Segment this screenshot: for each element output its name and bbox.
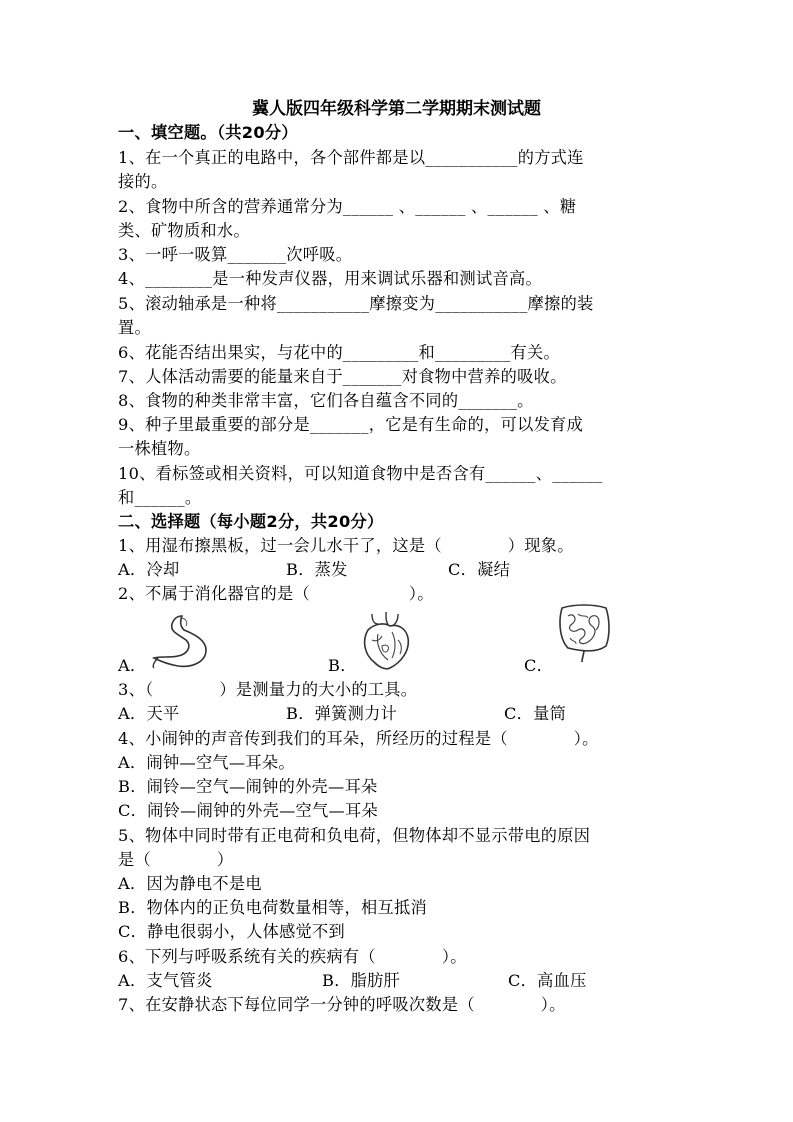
- option-a: A．因为静电不是电: [118, 874, 262, 893]
- fill-line: 2、食物中所含的营养通常分为______ 、______ 、______ 、糖: [118, 197, 577, 216]
- question-stem: 7、在安静状态下每位同学一分钟的呼吸次数是（ ）。: [118, 995, 566, 1014]
- option-a: A．闹钟—空气—耳朵。: [118, 753, 295, 772]
- heart-icon: [358, 610, 414, 672]
- question-stem: 3、（ ）是测量力的大小的工具。: [118, 680, 418, 699]
- option-c: C．量筒: [504, 704, 567, 723]
- section2-heading: 二、选择题（每小题2分，共20分）: [118, 512, 384, 531]
- fill-line: 8、食物的种类非常丰富，它们各自蕴含不同的_______。: [118, 391, 534, 410]
- fill-line: 1、在一个真正的电路中，各个部件都是以___________的方式连: [118, 148, 584, 167]
- option-b: B．弹簧测力计: [286, 704, 398, 723]
- option-b: B．: [328, 656, 357, 675]
- question-stem: 2、不属于消化器官的是（ ）。: [118, 584, 434, 603]
- question-stem-cont: 是（ ）: [118, 850, 234, 869]
- fill-line: 接的。: [118, 172, 168, 191]
- option-a: A．冷却: [118, 560, 180, 579]
- option-c: C．静电很弱小，人体感觉不到: [118, 922, 346, 941]
- fill-line: 和______。: [118, 488, 202, 507]
- page-title: 冀人版四年级科学第二学期期末测试题: [252, 99, 541, 119]
- option-b: B．闹铃—空气—闹钟的外壳—耳朵: [118, 777, 378, 796]
- stomach-icon: [150, 612, 214, 670]
- fill-line: 6、花能否结出果实，与花中的_________和_________有关。: [118, 343, 560, 362]
- fill-line: 5、滚动轴承是一种将___________摩擦变为___________摩擦的装: [118, 294, 594, 313]
- option-c: C．高血压: [508, 971, 587, 990]
- option-b: B．物体内的正负电荷数量相等，相互抵消: [118, 898, 427, 917]
- question-stem: 6、下列与呼吸系统有关的疾病有（ ）。: [118, 947, 467, 966]
- option-b: B．脂肪肝: [322, 971, 401, 990]
- question-stem: 1、用湿布擦黑板，过一会儿水干了，这是（ ）现象。: [118, 536, 574, 555]
- fill-line: 4、________是一种发声仪器，用来调试乐器和测试音高。: [118, 269, 542, 288]
- option-c: C．闹铃—闹钟的外壳—空气—耳朵: [118, 801, 378, 820]
- question-stem: 4、小闹钟的声音传到我们的耳朵，所经历的过程是（ ）。: [118, 729, 599, 748]
- fill-line: 10、看标签或相关资料，可以知道食物中是否含有______、______: [118, 464, 603, 483]
- option-a: A．: [118, 656, 147, 675]
- question-stem: 5、物体中同时带有正电荷和负电荷，但物体却不显示带电的原因: [118, 826, 591, 845]
- fill-line: 7、人体活动需要的能量来自于_______对食物中营养的吸收。: [118, 367, 567, 386]
- fill-line: 一株植物。: [118, 439, 201, 458]
- option-c: C．凝结: [448, 560, 511, 579]
- fill-line: 类、矿物质和水。: [118, 221, 250, 240]
- fill-line: 9、种子里最重要的部分是_______，它是有生命的，可以发育成: [118, 415, 584, 434]
- intestine-icon: [554, 600, 612, 664]
- option-a: A．支气管炎: [118, 971, 213, 990]
- fill-line: 3、一呼一吸算_______次呼吸。: [118, 245, 353, 264]
- fill-line: 置。: [118, 318, 151, 337]
- option-a: A．天平: [118, 704, 180, 723]
- option-b: B．蒸发: [286, 560, 348, 579]
- section1-heading: 一、填空题。（共20分）: [118, 123, 298, 142]
- option-c: C．: [524, 656, 554, 675]
